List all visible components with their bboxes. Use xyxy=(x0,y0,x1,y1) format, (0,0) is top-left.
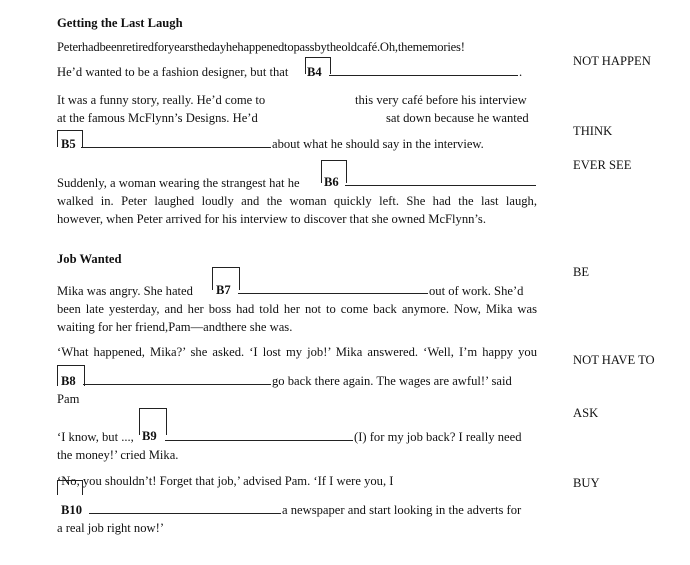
text-line: ‘What happened, Mika?’ she asked. ‘I lost my job!’ Mika answered. ‘Well, I’m happy you xyxy=(57,345,537,359)
answer-line-b6[interactable] xyxy=(345,185,536,186)
text-line: sat down because he wanted xyxy=(386,111,529,125)
text-line: . xyxy=(519,65,523,79)
text-line: a real job right now!’ xyxy=(57,521,165,535)
text-line: out of work. She’d xyxy=(429,284,524,298)
answer-line-b10[interactable] xyxy=(89,513,281,514)
text-line: He’d wanted to be a fashion designer, but that xyxy=(57,65,289,79)
blank-box-b10 xyxy=(57,480,83,495)
section-title-job-wanted: Job Wanted xyxy=(57,252,122,266)
text-line: waiting for her friend,Pam—andthere she was. xyxy=(57,320,293,334)
keyword-b10: BUY xyxy=(573,476,600,490)
text-line: Mika was angry. She hated xyxy=(57,284,193,298)
text-line: It was a funny story, really. He’d come to xyxy=(57,93,266,107)
text-line: walked in. Peter laughed loudly and the woman quickly left. She had the last laugh, xyxy=(57,194,537,208)
blank-label-b4: B4 xyxy=(307,65,322,79)
text-line: ‘I know, but ..., xyxy=(57,430,134,444)
keyword-b7: BE xyxy=(573,265,590,279)
blank-label-b7: B7 xyxy=(216,283,231,297)
keyword-b5: THINK xyxy=(573,124,613,138)
text-line: go back there again. The wages are awful!’ said xyxy=(272,374,512,388)
text-line: however, when Peter arrived for his interview to discover that she owned McFlynn’s. xyxy=(57,212,486,226)
blank-label-b6: B6 xyxy=(324,175,339,189)
keyword-b9: ASK xyxy=(573,406,599,420)
keyword-b6: EVER SEE xyxy=(573,158,632,172)
text-line: (I) for my job back? I really need xyxy=(354,430,522,444)
text-line: been late yesterday, and her boss had told her not to come back anymore. Now, Mika was xyxy=(57,302,537,316)
text-line: at the famous McFlynn’s Designs. He’d xyxy=(57,111,258,125)
text-line: ‘No, you shouldn’t! Forget that job,’ advised Pam. ‘If I were you, I xyxy=(57,474,394,488)
text-line: this very café before his interview xyxy=(355,93,527,107)
text-line: the money!’ cried Mika. xyxy=(57,448,179,462)
text-line: Pam xyxy=(57,392,80,406)
text-line: about what he should say in the interview. xyxy=(272,137,484,151)
answer-line-b7[interactable] xyxy=(238,293,428,294)
answer-line-b4[interactable] xyxy=(329,75,518,76)
blank-label-b9: B9 xyxy=(142,429,157,443)
answer-line-b9[interactable] xyxy=(165,440,353,441)
blank-label-b10: B10 xyxy=(61,503,82,517)
text-line: Peterhadbeenretiredforyearsthedayhehappenedtopassbytheoldcafé.Oh,thememories! xyxy=(57,40,465,54)
answer-line-b8[interactable] xyxy=(83,384,271,385)
blank-label-b8: B8 xyxy=(61,374,76,388)
keyword-b8: NOT HAVE TO xyxy=(573,353,655,367)
text-line: a newspaper and start looking in the adverts for xyxy=(282,503,522,517)
blank-label-b5: B5 xyxy=(61,137,76,151)
keyword-b4: NOT HAPPEN xyxy=(573,54,651,68)
text-line: Suddenly, a woman wearing the strangest hat he xyxy=(57,176,300,190)
answer-line-b5[interactable] xyxy=(81,147,271,148)
section-title-last-laugh: Getting the Last Laugh xyxy=(57,16,183,30)
